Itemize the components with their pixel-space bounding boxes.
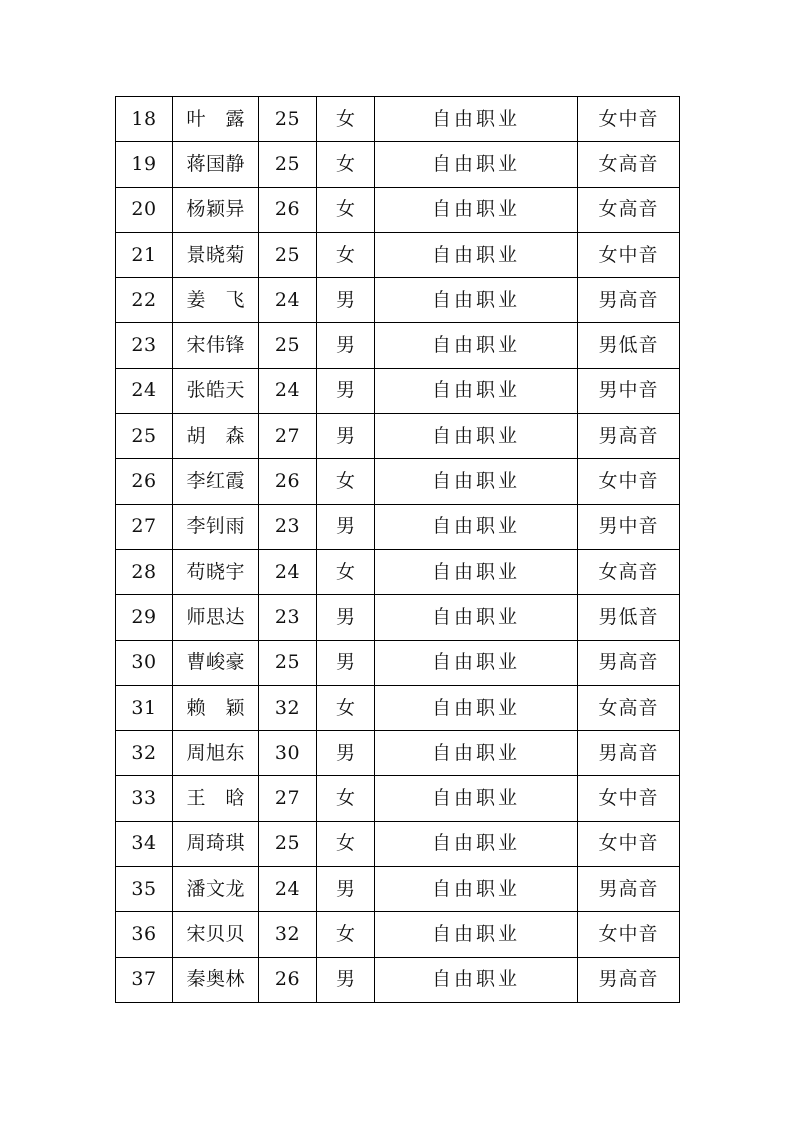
member-name-cell xyxy=(173,867,259,912)
voice-part-cell: 女中音 xyxy=(578,912,680,957)
voice-part-cell: 男低音 xyxy=(578,323,680,368)
member-name-text: 周琦琪 xyxy=(186,832,245,855)
age-cell: 26 xyxy=(259,957,317,1002)
gender-cell: 女 xyxy=(317,776,375,821)
table-row xyxy=(116,97,680,142)
voice-part-cell: 男高音 xyxy=(578,731,680,776)
table-row xyxy=(116,323,680,368)
table-row xyxy=(116,459,680,504)
voice-part-cell: 男高音 xyxy=(578,640,680,685)
age-cell: 25 xyxy=(259,821,317,866)
serial-number-cell: 29 xyxy=(116,595,173,640)
table-row xyxy=(116,278,680,323)
occupation-cell: 自由职业 xyxy=(375,912,578,957)
occupation-cell: 自由职业 xyxy=(375,821,578,866)
voice-part-cell: 男中音 xyxy=(578,504,680,549)
member-name-text: 李钊雨 xyxy=(186,515,245,538)
occupation-cell: 自由职业 xyxy=(375,595,578,640)
gender-cell: 女 xyxy=(317,97,375,142)
occupation-cell: 自由职业 xyxy=(375,232,578,277)
voice-part-cell: 女中音 xyxy=(578,776,680,821)
age-cell: 25 xyxy=(259,232,317,277)
table-row xyxy=(116,595,680,640)
table-row xyxy=(116,640,680,685)
voice-part-cell: 男中音 xyxy=(578,368,680,413)
serial-number-cell: 23 xyxy=(116,323,173,368)
voice-part-cell: 女中音 xyxy=(578,97,680,142)
member-name-text: 叶 露 xyxy=(186,107,245,130)
member-name-cell xyxy=(173,957,259,1002)
age-cell: 23 xyxy=(259,504,317,549)
voice-part-cell: 女中音 xyxy=(578,821,680,866)
occupation-cell: 自由职业 xyxy=(375,187,578,232)
member-name-text: 苟晓宇 xyxy=(186,560,245,583)
gender-cell: 女 xyxy=(317,821,375,866)
voice-part-cell: 女高音 xyxy=(578,187,680,232)
age-cell: 24 xyxy=(259,867,317,912)
table-row xyxy=(116,368,680,413)
serial-number-cell: 27 xyxy=(116,504,173,549)
member-name-cell xyxy=(173,821,259,866)
gender-cell: 男 xyxy=(317,368,375,413)
member-name-cell xyxy=(173,278,259,323)
gender-cell: 女 xyxy=(317,459,375,504)
age-cell: 24 xyxy=(259,549,317,594)
serial-number-cell: 31 xyxy=(116,685,173,730)
serial-number-cell: 18 xyxy=(116,97,173,142)
member-name-cell xyxy=(173,142,259,187)
serial-number-cell: 21 xyxy=(116,232,173,277)
age-cell: 26 xyxy=(259,459,317,504)
occupation-cell: 自由职业 xyxy=(375,278,578,323)
member-name-text: 赖 颖 xyxy=(186,696,245,719)
member-name-text: 景晓菊 xyxy=(186,243,245,266)
member-name-cell xyxy=(173,640,259,685)
occupation-cell: 自由职业 xyxy=(375,731,578,776)
serial-number-cell: 20 xyxy=(116,187,173,232)
member-name-cell xyxy=(173,232,259,277)
gender-cell: 男 xyxy=(317,640,375,685)
serial-number-cell: 32 xyxy=(116,731,173,776)
occupation-cell: 自由职业 xyxy=(375,640,578,685)
gender-cell: 男 xyxy=(317,731,375,776)
member-name-cell xyxy=(173,97,259,142)
voice-part-cell: 男高音 xyxy=(578,957,680,1002)
gender-cell: 女 xyxy=(317,142,375,187)
member-name-cell xyxy=(173,912,259,957)
occupation-cell: 自由职业 xyxy=(375,776,578,821)
member-name-cell xyxy=(173,595,259,640)
member-name-text: 周旭东 xyxy=(186,741,245,764)
voice-part-cell: 女中音 xyxy=(578,232,680,277)
occupation-cell: 自由职业 xyxy=(375,97,578,142)
gender-cell: 女 xyxy=(317,549,375,594)
serial-number-cell: 36 xyxy=(116,912,173,957)
table-row xyxy=(116,867,680,912)
age-cell: 24 xyxy=(259,368,317,413)
serial-number-cell: 22 xyxy=(116,278,173,323)
gender-cell: 女 xyxy=(317,232,375,277)
member-name-cell xyxy=(173,685,259,730)
table-row xyxy=(116,549,680,594)
voice-part-cell: 女高音 xyxy=(578,142,680,187)
member-table xyxy=(115,96,680,1003)
gender-cell: 男 xyxy=(317,414,375,459)
member-name-text: 胡 森 xyxy=(186,424,245,447)
gender-cell: 女 xyxy=(317,912,375,957)
member-name-cell xyxy=(173,368,259,413)
gender-cell: 男 xyxy=(317,504,375,549)
member-table-body xyxy=(116,97,680,1003)
serial-number-cell: 33 xyxy=(116,776,173,821)
age-cell: 32 xyxy=(259,685,317,730)
occupation-cell: 自由职业 xyxy=(375,504,578,549)
table-row xyxy=(116,957,680,1002)
serial-number-cell: 26 xyxy=(116,459,173,504)
voice-part-cell: 男高音 xyxy=(578,867,680,912)
occupation-cell: 自由职业 xyxy=(375,368,578,413)
gender-cell: 男 xyxy=(317,323,375,368)
gender-cell: 男 xyxy=(317,278,375,323)
member-name-text: 蒋国静 xyxy=(186,152,245,175)
member-name-text: 秦奥林 xyxy=(186,968,245,991)
age-cell: 24 xyxy=(259,278,317,323)
table-row xyxy=(116,685,680,730)
member-name-text: 师思达 xyxy=(186,605,245,628)
member-name-text: 潘文龙 xyxy=(186,877,245,900)
member-name-cell xyxy=(173,414,259,459)
table-row xyxy=(116,414,680,459)
serial-number-cell: 25 xyxy=(116,414,173,459)
serial-number-cell: 34 xyxy=(116,821,173,866)
serial-number-cell: 30 xyxy=(116,640,173,685)
member-name-text: 李红霞 xyxy=(186,470,245,493)
member-name-text: 姜 飞 xyxy=(186,288,245,311)
table-row xyxy=(116,912,680,957)
member-name-cell xyxy=(173,731,259,776)
member-name-text: 王 晗 xyxy=(186,787,245,810)
age-cell: 26 xyxy=(259,187,317,232)
table-row xyxy=(116,232,680,277)
table-row xyxy=(116,187,680,232)
serial-number-cell: 28 xyxy=(116,549,173,594)
occupation-cell: 自由职业 xyxy=(375,142,578,187)
member-name-cell xyxy=(173,504,259,549)
gender-cell: 女 xyxy=(317,685,375,730)
occupation-cell: 自由职业 xyxy=(375,685,578,730)
serial-number-cell: 37 xyxy=(116,957,173,1002)
member-name-text: 张皓天 xyxy=(186,379,245,402)
occupation-cell: 自由职业 xyxy=(375,867,578,912)
age-cell: 23 xyxy=(259,595,317,640)
occupation-cell: 自由职业 xyxy=(375,414,578,459)
table-row xyxy=(116,504,680,549)
member-name-cell xyxy=(173,459,259,504)
member-name-text: 曹峻豪 xyxy=(186,651,245,674)
member-name-text: 宋贝贝 xyxy=(186,922,245,945)
member-name-cell xyxy=(173,187,259,232)
age-cell: 27 xyxy=(259,414,317,459)
table-row xyxy=(116,776,680,821)
member-name-cell xyxy=(173,776,259,821)
voice-part-cell: 女中音 xyxy=(578,459,680,504)
occupation-cell: 自由职业 xyxy=(375,459,578,504)
gender-cell: 男 xyxy=(317,867,375,912)
age-cell: 32 xyxy=(259,912,317,957)
gender-cell: 男 xyxy=(317,595,375,640)
age-cell: 25 xyxy=(259,640,317,685)
age-cell: 25 xyxy=(259,142,317,187)
age-cell: 25 xyxy=(259,97,317,142)
table-row xyxy=(116,821,680,866)
member-name-text: 杨颖异 xyxy=(186,198,245,221)
voice-part-cell: 男高音 xyxy=(578,414,680,459)
age-cell: 30 xyxy=(259,731,317,776)
age-cell: 27 xyxy=(259,776,317,821)
age-cell: 25 xyxy=(259,323,317,368)
occupation-cell: 自由职业 xyxy=(375,323,578,368)
voice-part-cell: 女高音 xyxy=(578,685,680,730)
gender-cell: 女 xyxy=(317,187,375,232)
voice-part-cell: 女高音 xyxy=(578,549,680,594)
table-row xyxy=(116,731,680,776)
serial-number-cell: 19 xyxy=(116,142,173,187)
occupation-cell: 自由职业 xyxy=(375,957,578,1002)
serial-number-cell: 35 xyxy=(116,867,173,912)
member-name-text: 宋伟锋 xyxy=(186,334,245,357)
member-name-cell xyxy=(173,323,259,368)
occupation-cell: 自由职业 xyxy=(375,549,578,594)
voice-part-cell: 男低音 xyxy=(578,595,680,640)
gender-cell: 男 xyxy=(317,957,375,1002)
voice-part-cell: 男高音 xyxy=(578,278,680,323)
member-name-cell xyxy=(173,549,259,594)
table-row xyxy=(116,142,680,187)
serial-number-cell: 24 xyxy=(116,368,173,413)
